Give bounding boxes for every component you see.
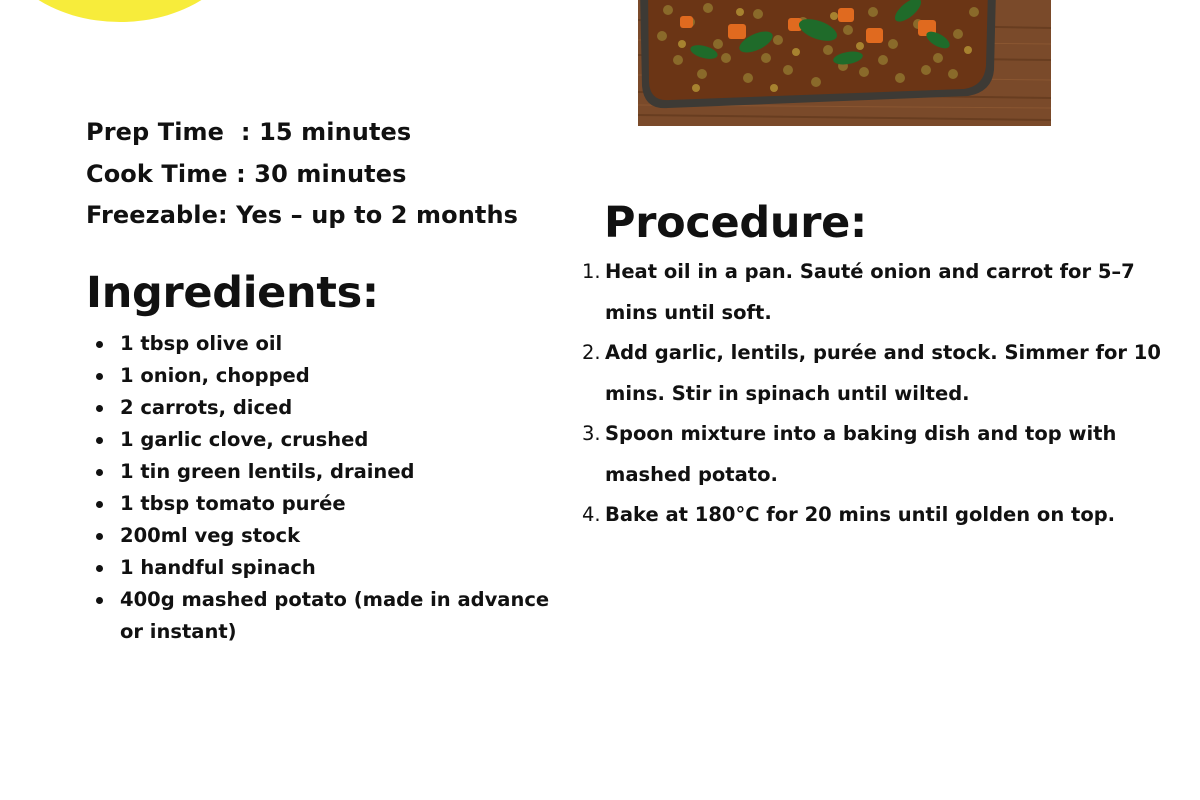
procedure-heading: Procedure: [604, 198, 867, 248]
step-number: 4. [582, 503, 601, 526]
ingredient-text: 1 tbsp olive oil [120, 332, 283, 355]
freezable-info: Freezable: Yes – up to 2 months [86, 201, 519, 229]
recipe-meta [86, 112, 518, 237]
prep-time: Prep Time : 15 minutes [86, 118, 412, 146]
bullet-icon [96, 469, 103, 476]
procedure-step [582, 495, 1182, 536]
step-text: Bake at 180°C for 20 mins until golden on top. [605, 503, 1116, 526]
ingredient-text: 1 tin green lentils, drained [120, 460, 415, 483]
procedure-step [582, 414, 1182, 495]
ingredient-text: 1 tbsp tomato purée [120, 492, 346, 515]
ingredients-heading: Ingredients: [86, 268, 379, 318]
ingredient-text: 1 garlic clove, crushed [120, 428, 369, 451]
ingredient-item [86, 328, 576, 360]
procedure-step [582, 333, 1182, 414]
bullet-icon [96, 533, 103, 540]
bullet-icon [96, 597, 103, 604]
step-text: Spoon mixture into a baking dish and top with mashed potato. [605, 422, 1117, 486]
ingredient-item [86, 520, 576, 552]
ingredient-text: 2 carrots, diced [120, 396, 293, 419]
ingredient-item [86, 424, 576, 456]
ingredient-item [86, 552, 576, 584]
ingredient-item [86, 488, 576, 520]
lentil-dish-photo [638, 0, 1051, 126]
procedure-step [582, 252, 1182, 333]
ingredient-item [86, 360, 576, 392]
yellow-decorative-circle [0, 0, 245, 22]
bullet-icon [96, 501, 103, 508]
step-text: Add garlic, lentils, purée and stock. Simmer for 10 mins. Stir in spinach until wilted. [605, 341, 1161, 405]
ingredient-text: 200ml veg stock [120, 524, 301, 547]
ingredient-text: 1 onion, chopped [120, 364, 310, 387]
ingredient-item [86, 456, 576, 488]
bullet-icon [96, 405, 103, 412]
step-number: 3. [582, 422, 601, 445]
ingredient-item [86, 392, 576, 424]
ingredient-text: 1 handful spinach [120, 556, 316, 579]
ingredient-text: 400g mashed potato (made in advance or instant) [120, 588, 550, 643]
bullet-icon [96, 373, 103, 380]
step-text: Heat oil in a pan. Sauté onion and carrot for 5–7 mins until soft. [605, 260, 1135, 324]
bullet-icon [96, 565, 103, 572]
step-number: 2. [582, 341, 601, 364]
bullet-icon [96, 437, 103, 444]
bullet-icon [96, 341, 103, 348]
ingredient-item [86, 584, 576, 648]
cook-time: Cook Time : 30 minutes [86, 159, 407, 188]
procedure-steps [582, 252, 1182, 536]
step-number: 1. [582, 260, 601, 283]
ingredients-list [86, 328, 576, 648]
